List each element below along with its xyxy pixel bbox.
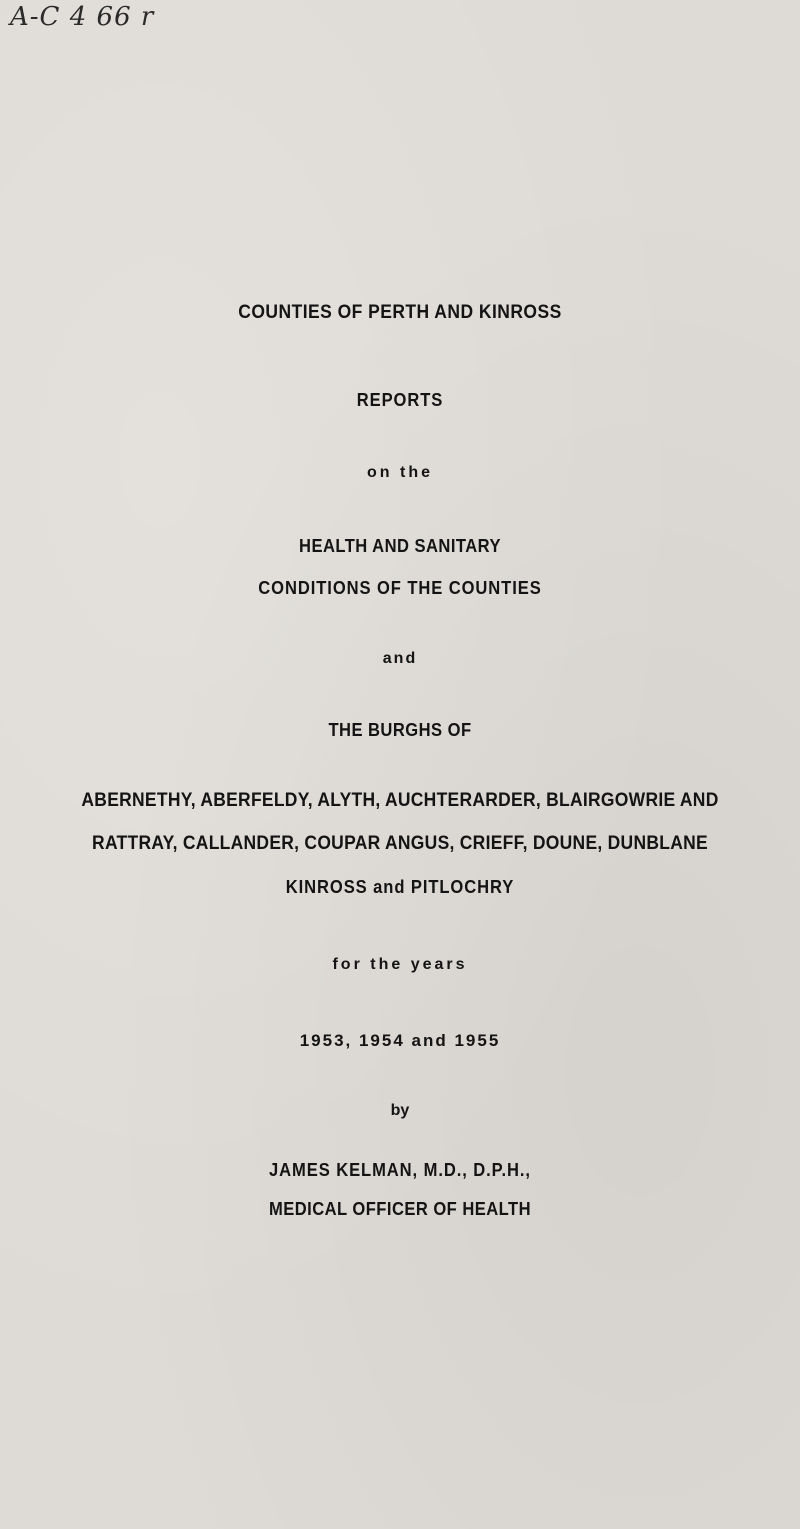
author-name: JAMES KELMAN, M.D., D.P.H.,: [269, 1160, 531, 1180]
document-title: COUNTIES OF PERTH AND KINROSS: [238, 302, 562, 323]
and-text: and: [382, 650, 418, 667]
on-the-text: on the: [367, 464, 433, 481]
burghs-list-line-2: RATTRAY, CALLANDER, COUPAR ANGUS, CRIEFF, DOUNE, DUNBLANE: [92, 833, 708, 854]
author-position: MEDICAL OFFICER OF HEALTH: [268, 1199, 532, 1219]
burghs-heading: THE BURGHS OF: [328, 720, 472, 740]
subject-line-2: CONDITIONS OF THE COUNTIES: [258, 578, 542, 598]
report-years: 1953, 1954 and 1955: [299, 1031, 501, 1050]
for-the-years-text: for the years: [332, 956, 468, 973]
handwritten-annotation: A-C 4 66 r: [10, 2, 155, 32]
by-text: by: [390, 1102, 410, 1119]
burghs-list-line-1: ABERNETHY, ABERFELDY, ALYTH, AUCHTERARDER, BLAIRGOWRIE AND: [81, 790, 719, 811]
subject-line-1: HEALTH AND SANITARY: [299, 536, 501, 556]
burghs-list-line-3: KINROSS and PITLOCHRY: [285, 877, 515, 897]
reports-heading: REPORTS: [356, 390, 444, 410]
